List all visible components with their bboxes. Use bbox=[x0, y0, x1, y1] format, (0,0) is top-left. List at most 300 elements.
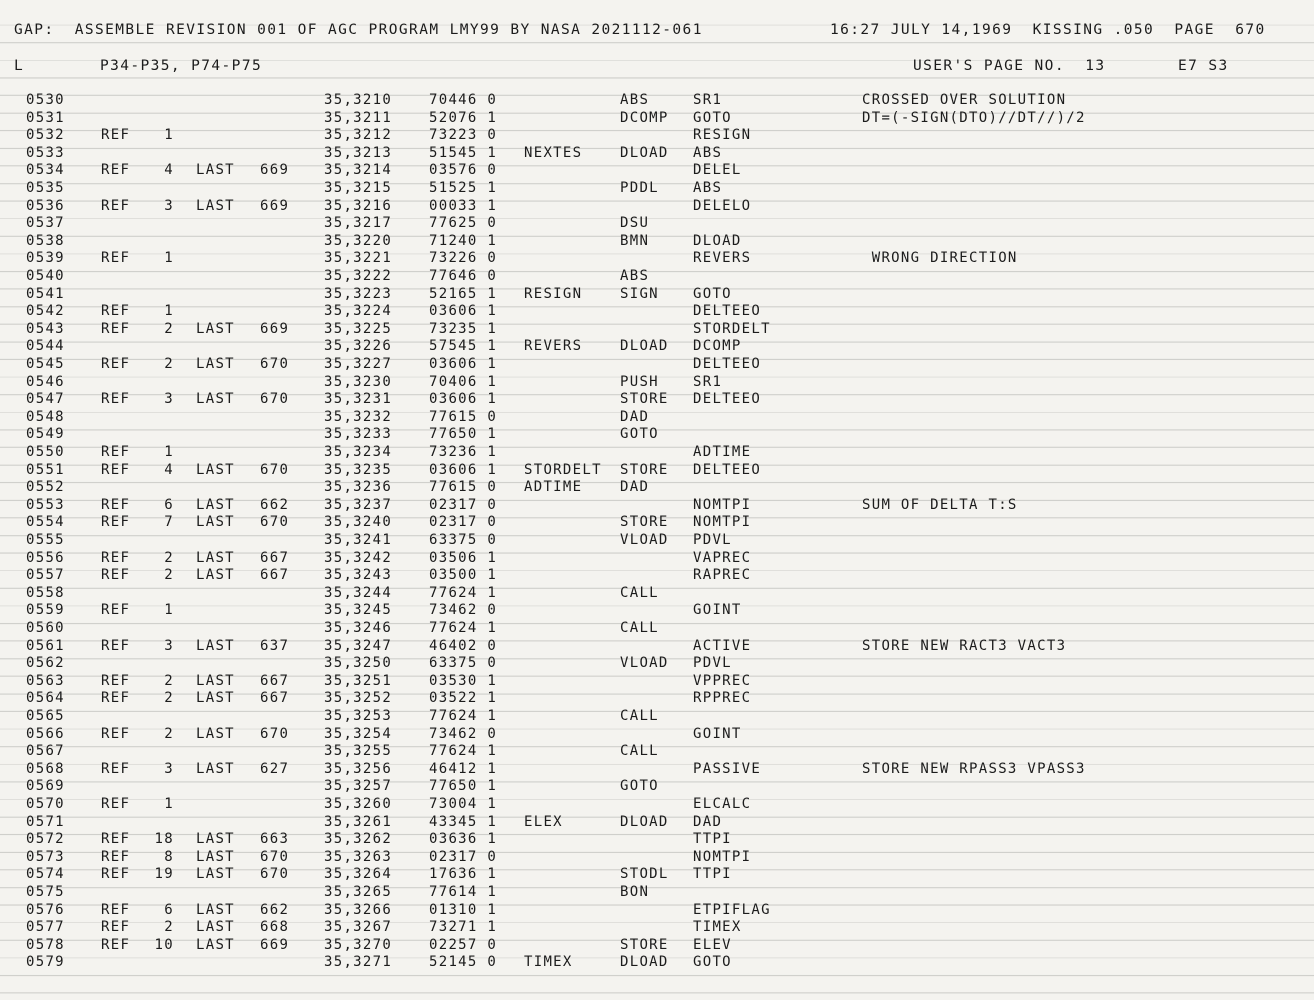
ref-keyword: REF bbox=[101, 567, 131, 584]
octal-word: 77615 0 bbox=[429, 479, 498, 496]
memory-address: 35,3216 bbox=[324, 197, 393, 214]
octal-word: 73271 1 bbox=[429, 919, 498, 936]
operand: DELELO bbox=[693, 197, 752, 214]
listing-line bbox=[0, 321, 1314, 339]
listing-line bbox=[0, 726, 1314, 744]
listing-line bbox=[0, 444, 1314, 462]
listing-line bbox=[0, 655, 1314, 673]
listing-line bbox=[0, 215, 1314, 233]
last-page: 663 bbox=[260, 831, 290, 848]
sequence-number: 0577 bbox=[26, 919, 65, 936]
ref-count: 6 bbox=[164, 496, 174, 513]
last-keyword: LAST bbox=[196, 672, 235, 689]
sequence-number: 0532 bbox=[26, 127, 65, 144]
comment: CROSSED OVER SOLUTION bbox=[862, 92, 1067, 108]
ref-count: 8 bbox=[164, 848, 174, 865]
listing-line bbox=[0, 884, 1314, 902]
assembly-header-left: GAP: ASSEMBLE REVISION 001 OF AGC PROGRAM LMY99 BY NASA 2021112-061 bbox=[14, 22, 703, 38]
operand: ELCALC bbox=[693, 796, 752, 812]
sequence-number: 0572 bbox=[26, 831, 65, 848]
listing-line bbox=[0, 180, 1314, 198]
operand: TIMEX bbox=[693, 919, 742, 936]
octal-word: 57545 1 bbox=[429, 338, 498, 355]
listing-line bbox=[0, 602, 1314, 620]
listing-line bbox=[0, 462, 1314, 480]
sequence-number: 0544 bbox=[26, 338, 65, 355]
sequence-number: 0552 bbox=[26, 479, 65, 496]
sequence-number: 0573 bbox=[26, 848, 65, 865]
memory-address: 35,3247 bbox=[324, 637, 393, 654]
last-page: 670 bbox=[260, 866, 290, 883]
ref-count: 2 bbox=[164, 919, 174, 936]
memory-address: 35,3225 bbox=[324, 320, 393, 337]
operand: ELEV bbox=[693, 936, 732, 953]
ref-keyword: REF bbox=[101, 391, 131, 408]
octal-word: 03576 0 bbox=[429, 162, 498, 179]
sequence-number: 0543 bbox=[26, 320, 65, 337]
ref-keyword: REF bbox=[101, 127, 131, 144]
opcode: DCOMP bbox=[620, 109, 669, 126]
octal-word: 77615 0 bbox=[429, 408, 498, 425]
operand: GOINT bbox=[693, 725, 742, 742]
sequence-number: 0569 bbox=[26, 778, 65, 795]
memory-address: 35,3254 bbox=[324, 725, 393, 742]
octal-word: 73235 1 bbox=[429, 320, 498, 337]
last-keyword: LAST bbox=[196, 831, 235, 848]
location-label: STORDELT bbox=[524, 461, 602, 478]
operand: DELTEEO bbox=[693, 461, 762, 478]
operand: PDVL bbox=[693, 655, 732, 672]
sequence-number: 0574 bbox=[26, 866, 65, 883]
memory-address: 35,3253 bbox=[324, 708, 393, 724]
sequence-number: 0537 bbox=[26, 215, 65, 232]
opcode: VLOAD bbox=[620, 655, 669, 672]
opcode: VLOAD bbox=[620, 532, 669, 548]
listing-line bbox=[0, 497, 1314, 515]
last-keyword: LAST bbox=[196, 391, 235, 408]
opcode: PDDL bbox=[620, 180, 659, 196]
operand: DAD bbox=[693, 813, 723, 830]
ref-count: 1 bbox=[164, 796, 174, 812]
sequence-number: 0570 bbox=[26, 796, 65, 812]
operand: ABS bbox=[693, 180, 723, 196]
last-keyword: LAST bbox=[196, 461, 235, 478]
memory-address: 35,3226 bbox=[324, 338, 393, 355]
listing-line bbox=[0, 585, 1314, 603]
operand: NOMTPI bbox=[693, 514, 752, 531]
octal-word: 77624 1 bbox=[429, 743, 498, 760]
sequence-number: 0566 bbox=[26, 725, 65, 742]
operand: RPPREC bbox=[693, 690, 752, 707]
last-page: 637 bbox=[260, 637, 290, 654]
operand: STORDELT bbox=[693, 320, 771, 337]
opcode: ABS bbox=[620, 92, 650, 108]
location-label: TIMEX bbox=[524, 954, 573, 971]
sequence-number: 0549 bbox=[26, 426, 65, 443]
ref-count: 2 bbox=[164, 672, 174, 689]
memory-address: 35,3240 bbox=[324, 514, 393, 531]
memory-address: 35,3217 bbox=[324, 215, 393, 232]
listing-line bbox=[0, 796, 1314, 814]
comment: DT=(-SIGN(DTO)//DT//)/2 bbox=[862, 109, 1086, 126]
memory-address: 35,3256 bbox=[324, 760, 393, 777]
ref-count: 2 bbox=[164, 549, 174, 566]
sequence-number: 0554 bbox=[26, 514, 65, 531]
sequence-number: 0579 bbox=[26, 954, 65, 971]
opcode: ABS bbox=[620, 268, 650, 284]
octal-word: 77624 1 bbox=[429, 620, 498, 636]
listing-type: L bbox=[14, 58, 25, 74]
memory-address: 35,3243 bbox=[324, 567, 393, 584]
octal-word: 03522 1 bbox=[429, 690, 498, 707]
memory-address: 35,3261 bbox=[324, 813, 393, 830]
octal-word: 52165 1 bbox=[429, 285, 498, 302]
operand: RESIGN bbox=[693, 127, 752, 144]
listing-line bbox=[0, 426, 1314, 444]
operand: VPPREC bbox=[693, 672, 752, 689]
last-keyword: LAST bbox=[196, 356, 235, 372]
ref-keyword: REF bbox=[101, 760, 131, 777]
last-page: 667 bbox=[260, 690, 290, 707]
ref-keyword: REF bbox=[101, 936, 131, 953]
last-page: 667 bbox=[260, 549, 290, 566]
sequence-number: 0542 bbox=[26, 303, 65, 320]
sequence-number: 0563 bbox=[26, 672, 65, 689]
last-page: 669 bbox=[260, 197, 290, 214]
memory-address: 35,3246 bbox=[324, 620, 393, 636]
ref-count: 1 bbox=[164, 250, 174, 267]
listing-line bbox=[0, 162, 1314, 180]
comment: STORE NEW RACT3 VACT3 bbox=[862, 637, 1067, 654]
opcode: STODL bbox=[620, 866, 669, 883]
memory-address: 35,3265 bbox=[324, 884, 393, 900]
last-page: 670 bbox=[260, 848, 290, 865]
last-keyword: LAST bbox=[196, 496, 235, 513]
opcode: GOTO bbox=[620, 426, 659, 443]
location-label: ADTIME bbox=[524, 479, 583, 496]
last-keyword: LAST bbox=[196, 197, 235, 214]
opcode: STORE bbox=[620, 391, 669, 408]
memory-address: 35,3250 bbox=[324, 655, 393, 672]
sequence-number: 0565 bbox=[26, 708, 65, 724]
listing-line bbox=[0, 250, 1314, 268]
listing-line bbox=[0, 620, 1314, 638]
octal-word: 71240 1 bbox=[429, 232, 498, 249]
listing-line bbox=[0, 638, 1314, 656]
memory-address: 35,3227 bbox=[324, 356, 393, 372]
operand: GOTO bbox=[693, 109, 732, 126]
listing-line bbox=[0, 919, 1314, 937]
octal-word: 03500 1 bbox=[429, 567, 498, 584]
octal-word: 73462 0 bbox=[429, 725, 498, 742]
sequence-number: 0578 bbox=[26, 936, 65, 953]
comment: STORE NEW RPASS3 VPASS3 bbox=[862, 760, 1086, 777]
sequence-number: 0545 bbox=[26, 356, 65, 372]
ref-keyword: REF bbox=[101, 901, 131, 918]
operand: RAPREC bbox=[693, 567, 752, 584]
sequence-number: 0533 bbox=[26, 144, 65, 161]
ref-keyword: REF bbox=[101, 444, 131, 460]
listing-line bbox=[0, 673, 1314, 691]
operand: REVERS bbox=[693, 250, 752, 267]
octal-word: 03636 1 bbox=[429, 831, 498, 848]
octal-word: 52145 0 bbox=[429, 954, 498, 971]
last-page: 627 bbox=[260, 760, 290, 777]
operand: DELEL bbox=[693, 162, 742, 179]
opcode: DAD bbox=[620, 408, 650, 425]
memory-address: 35,3211 bbox=[324, 109, 393, 126]
sequence-number: 0534 bbox=[26, 162, 65, 179]
ref-keyword: REF bbox=[101, 796, 131, 812]
octal-word: 77625 0 bbox=[429, 215, 498, 232]
opcode: CALL bbox=[620, 708, 659, 724]
memory-address: 35,3224 bbox=[324, 303, 393, 320]
ref-count: 2 bbox=[164, 320, 174, 337]
sequence-number: 0546 bbox=[26, 373, 65, 390]
memory-address: 35,3257 bbox=[324, 778, 393, 795]
last-page: 668 bbox=[260, 919, 290, 936]
memory-address: 35,3263 bbox=[324, 848, 393, 865]
ref-keyword: REF bbox=[101, 637, 131, 654]
sequence-number: 0575 bbox=[26, 884, 65, 900]
octal-word: 03606 1 bbox=[429, 391, 498, 408]
listing-line bbox=[0, 374, 1314, 392]
sequence-number: 0557 bbox=[26, 567, 65, 584]
ref-keyword: REF bbox=[101, 672, 131, 689]
last-keyword: LAST bbox=[196, 901, 235, 918]
listing-line bbox=[0, 409, 1314, 427]
octal-word: 46412 1 bbox=[429, 760, 498, 777]
ref-count: 2 bbox=[164, 567, 174, 584]
last-keyword: LAST bbox=[196, 549, 235, 566]
location-label: REVERS bbox=[524, 338, 583, 355]
ref-keyword: REF bbox=[101, 162, 131, 179]
memory-address: 35,3271 bbox=[324, 954, 393, 971]
assembly-header-right: 16:27 JULY 14,1969 KISSING .050 PAGE 670 bbox=[830, 22, 1266, 38]
memory-address: 35,3237 bbox=[324, 496, 393, 513]
listing-line bbox=[0, 866, 1314, 884]
memory-address: 35,3213 bbox=[324, 144, 393, 161]
sequence-number: 0571 bbox=[26, 813, 65, 830]
last-page: 670 bbox=[260, 725, 290, 742]
memory-address: 35,3232 bbox=[324, 408, 393, 425]
octal-word: 73004 1 bbox=[429, 796, 498, 812]
listing-line bbox=[0, 303, 1314, 321]
opcode: DLOAD bbox=[620, 813, 669, 830]
opcode: DLOAD bbox=[620, 144, 669, 161]
ref-count: 6 bbox=[164, 901, 174, 918]
sequence-number: 0550 bbox=[26, 444, 65, 460]
ref-keyword: REF bbox=[101, 514, 131, 531]
memory-address: 35,3233 bbox=[324, 426, 393, 443]
octal-word: 77624 1 bbox=[429, 708, 498, 724]
last-keyword: LAST bbox=[196, 514, 235, 531]
ref-count: 3 bbox=[164, 637, 174, 654]
memory-address: 35,3214 bbox=[324, 162, 393, 179]
memory-address: 35,3245 bbox=[324, 602, 393, 619]
memory-address: 35,3252 bbox=[324, 690, 393, 707]
last-page: 662 bbox=[260, 901, 290, 918]
operand: DCOMP bbox=[693, 338, 742, 355]
memory-address: 35,3220 bbox=[324, 232, 393, 249]
octal-word: 01310 1 bbox=[429, 901, 498, 918]
listing-line bbox=[0, 198, 1314, 216]
location-label: RESIGN bbox=[524, 285, 583, 302]
memory-address: 35,3235 bbox=[324, 461, 393, 478]
sequence-number: 0530 bbox=[26, 92, 65, 108]
memory-address: 35,3230 bbox=[324, 373, 393, 390]
opcode: SIGN bbox=[620, 285, 659, 302]
octal-word: 02317 0 bbox=[429, 496, 498, 513]
sequence-number: 0536 bbox=[26, 197, 65, 214]
operand: ETPIFLAG bbox=[693, 901, 771, 918]
listing-line bbox=[0, 708, 1314, 726]
last-page: 669 bbox=[260, 162, 290, 179]
listing-line bbox=[0, 954, 1314, 972]
memory-address: 35,3241 bbox=[324, 532, 393, 548]
last-keyword: LAST bbox=[196, 760, 235, 777]
last-keyword: LAST bbox=[196, 567, 235, 584]
listing-line bbox=[0, 127, 1314, 145]
ref-keyword: REF bbox=[101, 919, 131, 936]
memory-address: 35,3267 bbox=[324, 919, 393, 936]
octal-word: 77614 1 bbox=[429, 884, 498, 900]
listing-line bbox=[0, 532, 1314, 550]
comment: WRONG DIRECTION bbox=[862, 250, 1018, 267]
sequence-number: 0555 bbox=[26, 532, 65, 548]
memory-address: 35,3266 bbox=[324, 901, 393, 918]
ref-keyword: REF bbox=[101, 356, 131, 372]
listing-line bbox=[0, 338, 1314, 356]
octal-word: 63375 0 bbox=[429, 655, 498, 672]
ref-count: 2 bbox=[164, 690, 174, 707]
ref-count: 10 bbox=[154, 936, 174, 953]
listing-line bbox=[0, 937, 1314, 955]
ref-count: 7 bbox=[164, 514, 174, 531]
ref-count: 1 bbox=[164, 127, 174, 144]
opcode: GOTO bbox=[620, 778, 659, 795]
octal-word: 02257 0 bbox=[429, 936, 498, 953]
ref-keyword: REF bbox=[101, 725, 131, 742]
operand: DELTEEO bbox=[693, 356, 762, 372]
listing-line bbox=[0, 567, 1314, 585]
operand: VAPREC bbox=[693, 549, 752, 566]
ref-keyword: REF bbox=[101, 549, 131, 566]
ref-keyword: REF bbox=[101, 496, 131, 513]
last-page: 670 bbox=[260, 391, 290, 408]
last-keyword: LAST bbox=[196, 162, 235, 179]
sequence-number: 0559 bbox=[26, 602, 65, 619]
sequence-number: 0538 bbox=[26, 232, 65, 249]
octal-word: 77624 1 bbox=[429, 584, 498, 601]
octal-word: 52076 1 bbox=[429, 109, 498, 126]
last-page: 667 bbox=[260, 672, 290, 689]
opcode: DLOAD bbox=[620, 338, 669, 355]
sequence-number: 0547 bbox=[26, 391, 65, 408]
octal-word: 63375 0 bbox=[429, 532, 498, 548]
ref-count: 1 bbox=[164, 602, 174, 619]
operand: DELTEEO bbox=[693, 391, 762, 408]
octal-word: 73226 0 bbox=[429, 250, 498, 267]
ref-count: 19 bbox=[154, 866, 174, 883]
octal-word: 51525 1 bbox=[429, 180, 498, 196]
memory-address: 35,3222 bbox=[324, 268, 393, 284]
last-page: 670 bbox=[260, 514, 290, 531]
sequence-number: 0548 bbox=[26, 408, 65, 425]
octal-word: 77646 0 bbox=[429, 268, 498, 284]
octal-word: 02317 0 bbox=[429, 514, 498, 531]
program-section: P34-P35, P74-P75 bbox=[100, 58, 263, 74]
octal-word: 00033 1 bbox=[429, 197, 498, 214]
sequence-number: 0568 bbox=[26, 760, 65, 777]
operand: ADTIME bbox=[693, 444, 752, 460]
ref-count: 1 bbox=[164, 303, 174, 320]
octal-word: 73223 0 bbox=[429, 127, 498, 144]
comment: SUM OF DELTA T:S bbox=[862, 496, 1018, 513]
operand: DLOAD bbox=[693, 232, 742, 249]
ref-keyword: REF bbox=[101, 303, 131, 320]
ref-keyword: REF bbox=[101, 461, 131, 478]
operand: GOTO bbox=[693, 285, 732, 302]
opcode: STORE bbox=[620, 461, 669, 478]
memory-address: 35,3270 bbox=[324, 936, 393, 953]
sequence-number: 0553 bbox=[26, 496, 65, 513]
memory-address: 35,3215 bbox=[324, 180, 393, 196]
operand: TTPI bbox=[693, 831, 732, 848]
ref-count: 1 bbox=[164, 444, 174, 460]
octal-word: 03506 1 bbox=[429, 549, 498, 566]
memory-address: 35,3244 bbox=[324, 584, 393, 601]
memory-address: 35,3242 bbox=[324, 549, 393, 566]
ref-count: 4 bbox=[164, 162, 174, 179]
operand: ABS bbox=[693, 144, 723, 161]
opcode: DLOAD bbox=[620, 954, 669, 971]
last-page: 667 bbox=[260, 567, 290, 584]
octal-word: 03606 1 bbox=[429, 303, 498, 320]
sequence-number: 0560 bbox=[26, 620, 65, 636]
ref-count: 3 bbox=[164, 197, 174, 214]
octal-word: 43345 1 bbox=[429, 813, 498, 830]
listing-line bbox=[0, 110, 1314, 128]
opcode: BMN bbox=[620, 232, 650, 249]
ref-count: 2 bbox=[164, 356, 174, 372]
last-keyword: LAST bbox=[196, 936, 235, 953]
sequence-number: 0558 bbox=[26, 584, 65, 601]
memory-address: 35,3223 bbox=[324, 285, 393, 302]
octal-word: 51545 1 bbox=[429, 144, 498, 161]
sequence-number: 0535 bbox=[26, 180, 65, 196]
last-page: 669 bbox=[260, 320, 290, 337]
opcode: STORE bbox=[620, 514, 669, 531]
operand: GOINT bbox=[693, 602, 742, 619]
listing-line bbox=[0, 849, 1314, 867]
listing-line bbox=[0, 778, 1314, 796]
listing-line bbox=[0, 356, 1314, 374]
octal-word: 17636 1 bbox=[429, 866, 498, 883]
last-keyword: LAST bbox=[196, 725, 235, 742]
octal-word: 03606 1 bbox=[429, 461, 498, 478]
opcode: CALL bbox=[620, 620, 659, 636]
ref-keyword: REF bbox=[101, 250, 131, 267]
memory-address: 35,3212 bbox=[324, 127, 393, 144]
ref-keyword: REF bbox=[101, 831, 131, 848]
ref-keyword: REF bbox=[101, 320, 131, 337]
operand: ACTIVE bbox=[693, 637, 752, 654]
opcode: CALL bbox=[620, 584, 659, 601]
listing-line bbox=[0, 690, 1314, 708]
memory-address: 35,3234 bbox=[324, 444, 393, 460]
octal-word: 77650 1 bbox=[429, 426, 498, 443]
